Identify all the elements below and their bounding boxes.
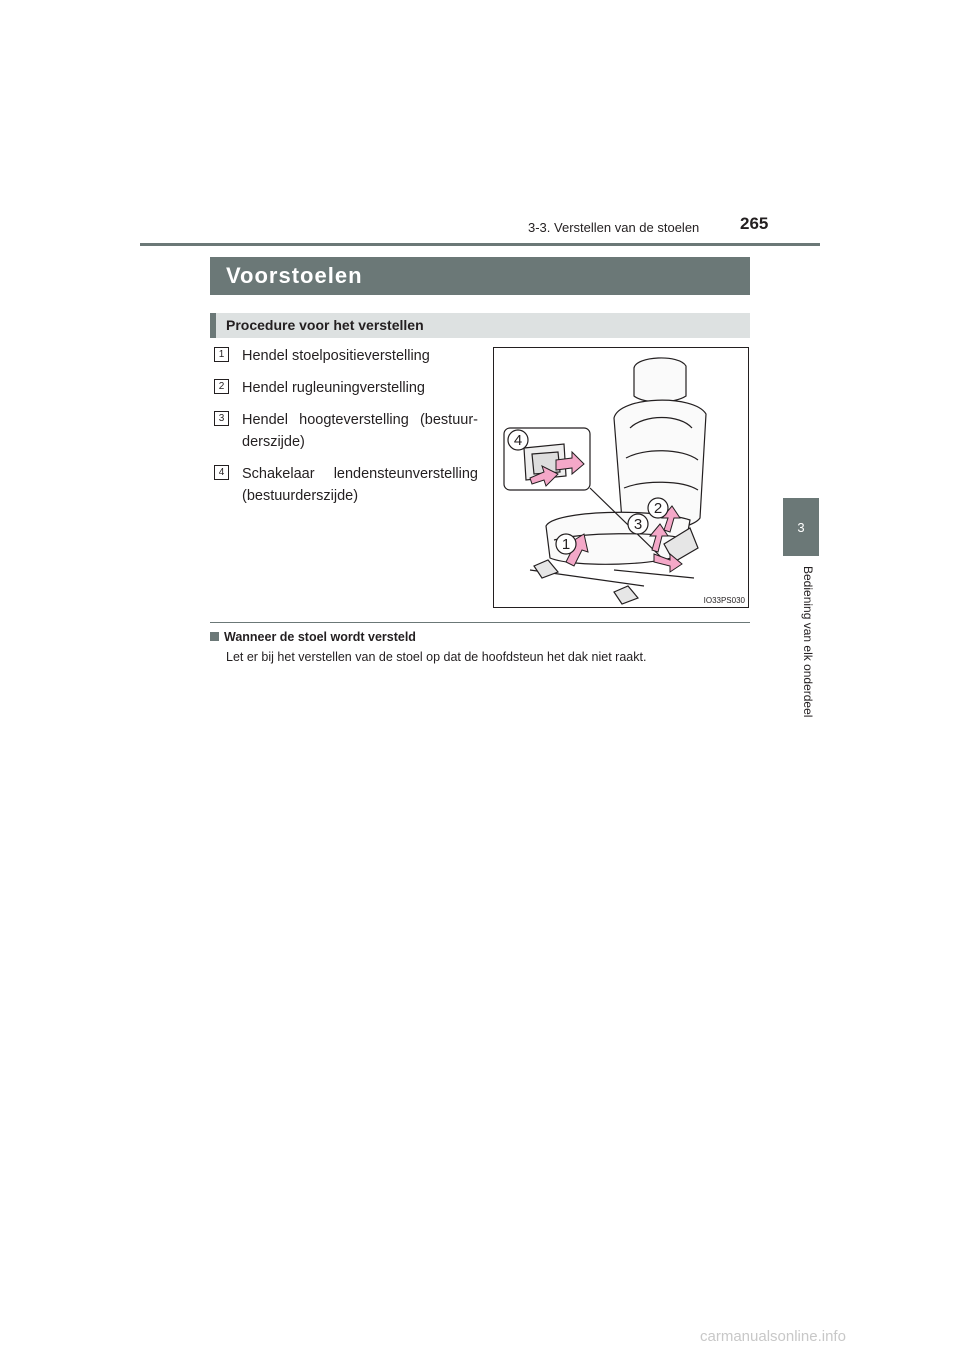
item-number: 2 <box>214 379 229 394</box>
subsection-title: Procedure voor het verstellen <box>226 317 424 333</box>
page-number: 265 <box>740 214 769 233</box>
callout-1: 1 <box>561 536 571 553</box>
list-item <box>214 463 478 507</box>
header-section-title: 3-3. Verstellen van de stoelen <box>528 220 700 235</box>
note-title: Wanneer de stoel wordt versteld <box>224 630 416 644</box>
subsection-accent <box>210 313 216 338</box>
callout-2: 2 <box>653 500 663 517</box>
watermark: carmanualsonline.info <box>700 1328 846 1345</box>
chapter-number: 3 <box>797 519 805 535</box>
note-divider <box>210 622 750 623</box>
note-body: Let er bij het verstellen van de stoel op dat de hoofdsteun het dak niet raakt. <box>226 650 647 664</box>
item-number: 1 <box>214 347 229 362</box>
item-text: Hendel hoogteverstelling (bestuur-derszijde) <box>242 412 478 450</box>
item-number: 4 <box>214 465 229 480</box>
section-banner <box>210 257 750 295</box>
figure-code: IO33PS030 <box>703 596 745 605</box>
subsection-banner <box>210 313 750 338</box>
callout-3: 3 <box>633 516 643 533</box>
item-text: Hendel stoelpositieverstelling <box>242 348 430 364</box>
callout-4: 4 <box>513 432 523 449</box>
item-number: 3 <box>214 411 229 426</box>
item-text: Schakelaar lendensteunverstelling (bestuurderszijde) <box>242 466 478 504</box>
seat-drawing <box>494 348 750 609</box>
list-item <box>214 409 478 453</box>
seat-illustration <box>493 347 749 608</box>
chapter-tab <box>783 498 819 556</box>
square-bullet-icon <box>210 632 219 641</box>
adjustment-list <box>214 345 478 517</box>
list-item <box>214 377 478 399</box>
item-text: Hendel rugleuningverstelling <box>242 380 425 396</box>
section-title: Voorstoelen <box>226 263 363 288</box>
note-heading <box>210 630 416 644</box>
list-item <box>214 345 478 367</box>
header-divider <box>140 243 820 246</box>
chapter-label: Bediening van elk onderdeel <box>801 566 815 718</box>
